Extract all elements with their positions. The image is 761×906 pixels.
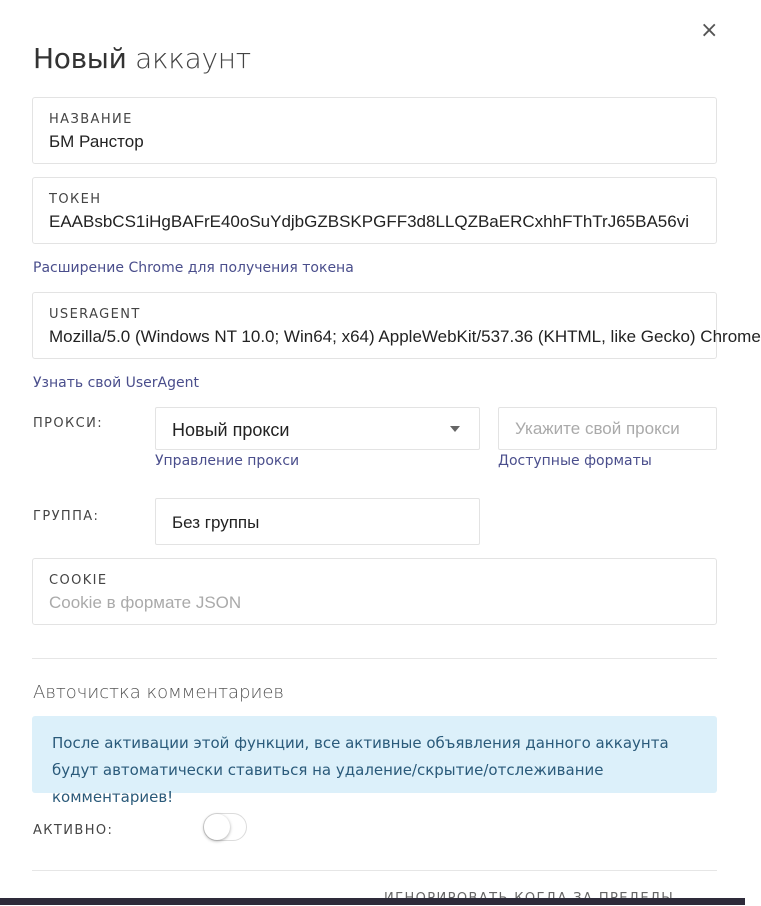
group-select[interactable] bbox=[155, 498, 480, 545]
chrome-extension-link[interactable]: Расширение Chrome для получения токена bbox=[33, 260, 354, 276]
name-label: НАЗВАНИЕ bbox=[49, 112, 133, 127]
manage-proxy-link[interactable]: Управление прокси bbox=[155, 453, 300, 469]
token-field[interactable] bbox=[32, 177, 717, 244]
cookie-field[interactable] bbox=[32, 558, 717, 625]
modal-title-light: аккаунт bbox=[135, 42, 251, 75]
active-toggle[interactable] bbox=[203, 813, 247, 841]
group-label: ГРУППА: bbox=[33, 509, 100, 524]
proxy-formats-link[interactable]: Доступные форматы bbox=[498, 453, 652, 469]
section-divider bbox=[32, 658, 717, 659]
modal-title-bold: Новый bbox=[33, 42, 127, 75]
token-value[interactable]: EAABsbCS1iHgBAFrE40oSuYdjbGZBSKPGFF3d8LLQZBaERCxhhFThTrJ65BA56vi bbox=[49, 212, 689, 231]
modal-title bbox=[33, 42, 251, 75]
bottom-divider bbox=[32, 870, 717, 871]
proxy-input[interactable] bbox=[498, 407, 717, 450]
proxy-label: ПРОКСИ: bbox=[33, 416, 104, 431]
proxy-select[interactable] bbox=[155, 407, 480, 450]
cookie-label: COOKIE bbox=[49, 573, 108, 588]
name-value[interactable]: БМ Ранстор bbox=[49, 132, 144, 151]
proxy-selected-value: Новый прокси bbox=[172, 420, 290, 440]
useragent-label: USERAGENT bbox=[49, 307, 141, 322]
close-icon[interactable]: × bbox=[700, 18, 719, 43]
useragent-value[interactable]: Mozilla/5.0 (Windows NT 10.0; Win64; x64) AppleWebKit/537.36 (KHTML, like Gecko) Chrome bbox=[49, 327, 761, 346]
cookie-placeholder[interactable]: Cookie в формате JSON bbox=[49, 593, 242, 612]
toggle-knob bbox=[204, 814, 230, 840]
group-value: Без группы bbox=[172, 513, 260, 532]
autoclean-title: Авточистка комментариев bbox=[33, 682, 284, 703]
useragent-field[interactable] bbox=[32, 292, 761, 359]
chevron-down-icon bbox=[450, 426, 460, 432]
token-label: ТОКЕН bbox=[49, 192, 102, 207]
autoclean-info-alert: После активации этой функции, все активные объявления данного аккаунта будут автоматически ставиться на удаление/скрытие/отслеживание комментариев! bbox=[32, 716, 717, 793]
page-background-strip bbox=[0, 898, 745, 905]
name-field[interactable] bbox=[32, 97, 717, 164]
find-useragent-link[interactable]: Узнать свой UserAgent bbox=[33, 375, 199, 391]
active-label: АКТИВНО: bbox=[33, 823, 114, 838]
